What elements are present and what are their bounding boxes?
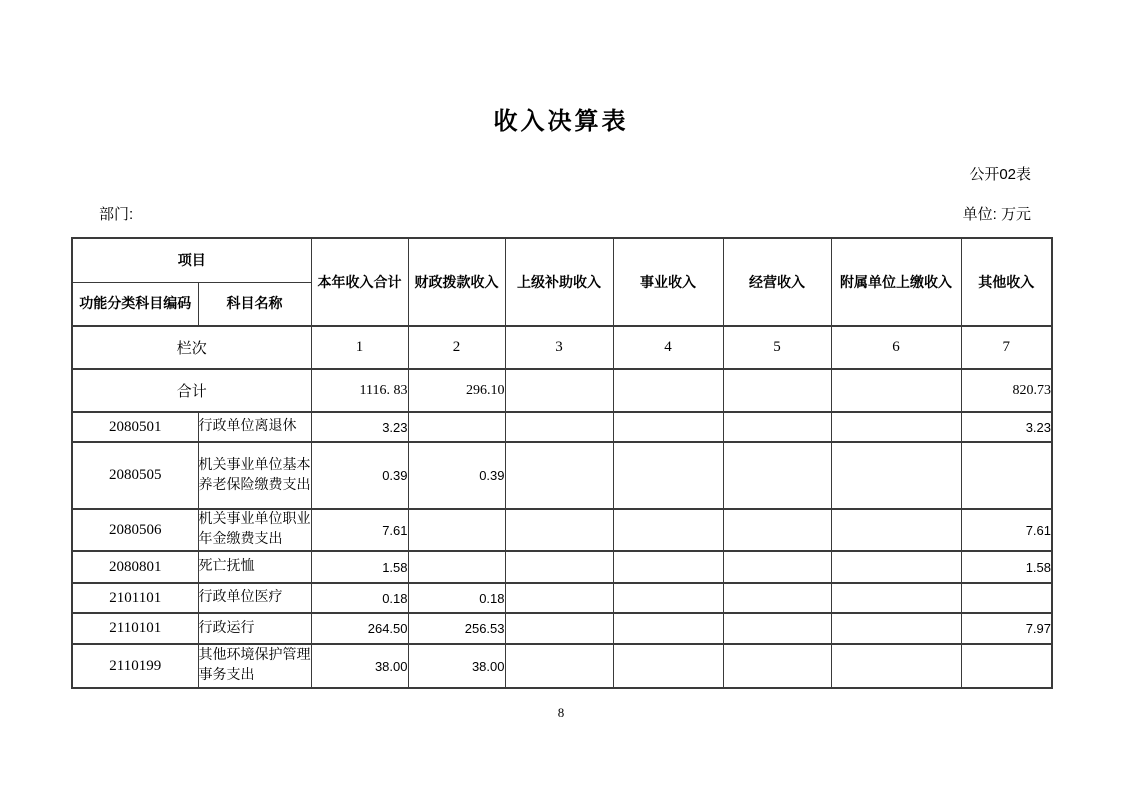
value-cell: 0.39 (408, 442, 505, 509)
column-index-cell: 7 (961, 326, 1052, 369)
value-cell (831, 613, 961, 644)
table-row (72, 613, 1052, 644)
total-value-cell: 296.10 (408, 369, 505, 412)
column-header: 事业收入 (613, 238, 723, 326)
value-cell: 264.50 (311, 613, 408, 644)
value-cell: 7.97 (961, 613, 1052, 644)
column-header: 财政拨款收入 (408, 238, 505, 326)
subject-name-cell: 死亡抚恤 (198, 551, 311, 583)
value-cell (723, 412, 831, 442)
value-cell (961, 644, 1052, 688)
value-cell: 256.53 (408, 613, 505, 644)
page-title: 收入决算表 (493, 108, 629, 135)
table-row (72, 442, 1052, 509)
department-label: 部门: (99, 206, 134, 223)
value-cell (505, 412, 613, 442)
value-cell (613, 644, 723, 688)
total-value-cell: 1116. 83 (311, 369, 408, 412)
column-index-row (72, 326, 1052, 369)
value-cell: 0.18 (408, 583, 505, 613)
column-header: 上级补助收入 (505, 238, 613, 326)
subject-code-cell: 2110101 (72, 613, 198, 644)
value-cell (505, 613, 613, 644)
page-number: 8 (557, 705, 565, 720)
value-cell (408, 551, 505, 583)
value-cell (831, 583, 961, 613)
column-index-cell: 2 (408, 326, 505, 369)
value-cell: 3.23 (961, 412, 1052, 442)
total-value-cell: 820.73 (961, 369, 1052, 412)
value-cell (723, 613, 831, 644)
value-cell (723, 551, 831, 583)
subject-code-cell: 2080506 (72, 509, 198, 551)
subject-code-cell: 2110199 (72, 644, 198, 688)
value-cell (723, 583, 831, 613)
value-cell (613, 583, 723, 613)
header-row-project (72, 238, 1052, 282)
table-row (72, 644, 1052, 688)
subject-name-cell: 行政单位离退休 (198, 412, 311, 442)
value-cell: 38.00 (311, 644, 408, 688)
value-cell: 1.58 (961, 551, 1052, 583)
value-cell (408, 509, 505, 551)
unit-label: 单位: 万元 (962, 206, 1031, 223)
table-body (72, 412, 1052, 688)
value-cell: 0.39 (311, 442, 408, 509)
value-cell (723, 509, 831, 551)
value-cell (831, 442, 961, 509)
value-cell: 1.58 (311, 551, 408, 583)
total-value-cell (505, 369, 613, 412)
project-header-cell: 项目 (72, 238, 311, 282)
value-cell (723, 644, 831, 688)
value-cell (505, 442, 613, 509)
subject-name-cell: 机关事业单位职业年金缴费支出 (198, 509, 311, 551)
value-cell (613, 412, 723, 442)
value-cell (831, 644, 961, 688)
value-cell (505, 644, 613, 688)
column-header: 附属单位上缴收入 (831, 238, 961, 326)
value-cell (831, 412, 961, 442)
value-cell (961, 442, 1052, 509)
value-cell (613, 551, 723, 583)
income-table (71, 237, 1053, 689)
value-cell (613, 509, 723, 551)
table-row (72, 412, 1052, 442)
value-cell: 7.61 (961, 509, 1052, 551)
value-cell (505, 509, 613, 551)
code-header-cell: 功能分类科目编码 (72, 282, 198, 326)
column-header: 本年收入合计 (311, 238, 408, 326)
subject-name-cell: 行政运行 (198, 613, 311, 644)
value-cell (505, 583, 613, 613)
total-label-cell: 合计 (72, 369, 311, 412)
total-value-cell (831, 369, 961, 412)
total-value-cell (723, 369, 831, 412)
subject-code-cell: 2101101 (72, 583, 198, 613)
subject-code-cell: 2080801 (72, 551, 198, 583)
table-row (72, 551, 1052, 583)
subject-code-cell: 2080505 (72, 442, 198, 509)
lanci-label-cell: 栏次 (72, 326, 311, 369)
column-header: 经营收入 (723, 238, 831, 326)
column-index-cell: 1 (311, 326, 408, 369)
column-index-cell: 4 (613, 326, 723, 369)
column-header: 其他收入 (961, 238, 1052, 326)
name-header-cell: 科目名称 (198, 282, 311, 326)
value-cell (723, 442, 831, 509)
table-row (72, 583, 1052, 613)
subject-name-cell: 机关事业单位基本养老保险缴费支出 (198, 442, 311, 509)
total-value-cell (613, 369, 723, 412)
value-cell (505, 551, 613, 583)
value-cell: 0.18 (311, 583, 408, 613)
column-index-cell: 3 (505, 326, 613, 369)
value-cell: 7.61 (311, 509, 408, 551)
table-row (72, 509, 1052, 551)
column-index-cell: 5 (723, 326, 831, 369)
value-cell (613, 442, 723, 509)
value-cell (961, 583, 1052, 613)
table-code-label: 公开02表 (969, 166, 1031, 183)
subject-name-cell: 其他环境保护管理事务支出 (198, 644, 311, 688)
subject-name-cell: 行政单位医疗 (198, 583, 311, 613)
value-cell (831, 551, 961, 583)
value-cell (613, 613, 723, 644)
value-cell (831, 509, 961, 551)
column-index-cell: 6 (831, 326, 961, 369)
total-row (72, 369, 1052, 412)
subject-code-cell: 2080501 (72, 412, 198, 442)
value-cell: 3.23 (311, 412, 408, 442)
value-cell (408, 412, 505, 442)
value-cell: 38.00 (408, 644, 505, 688)
